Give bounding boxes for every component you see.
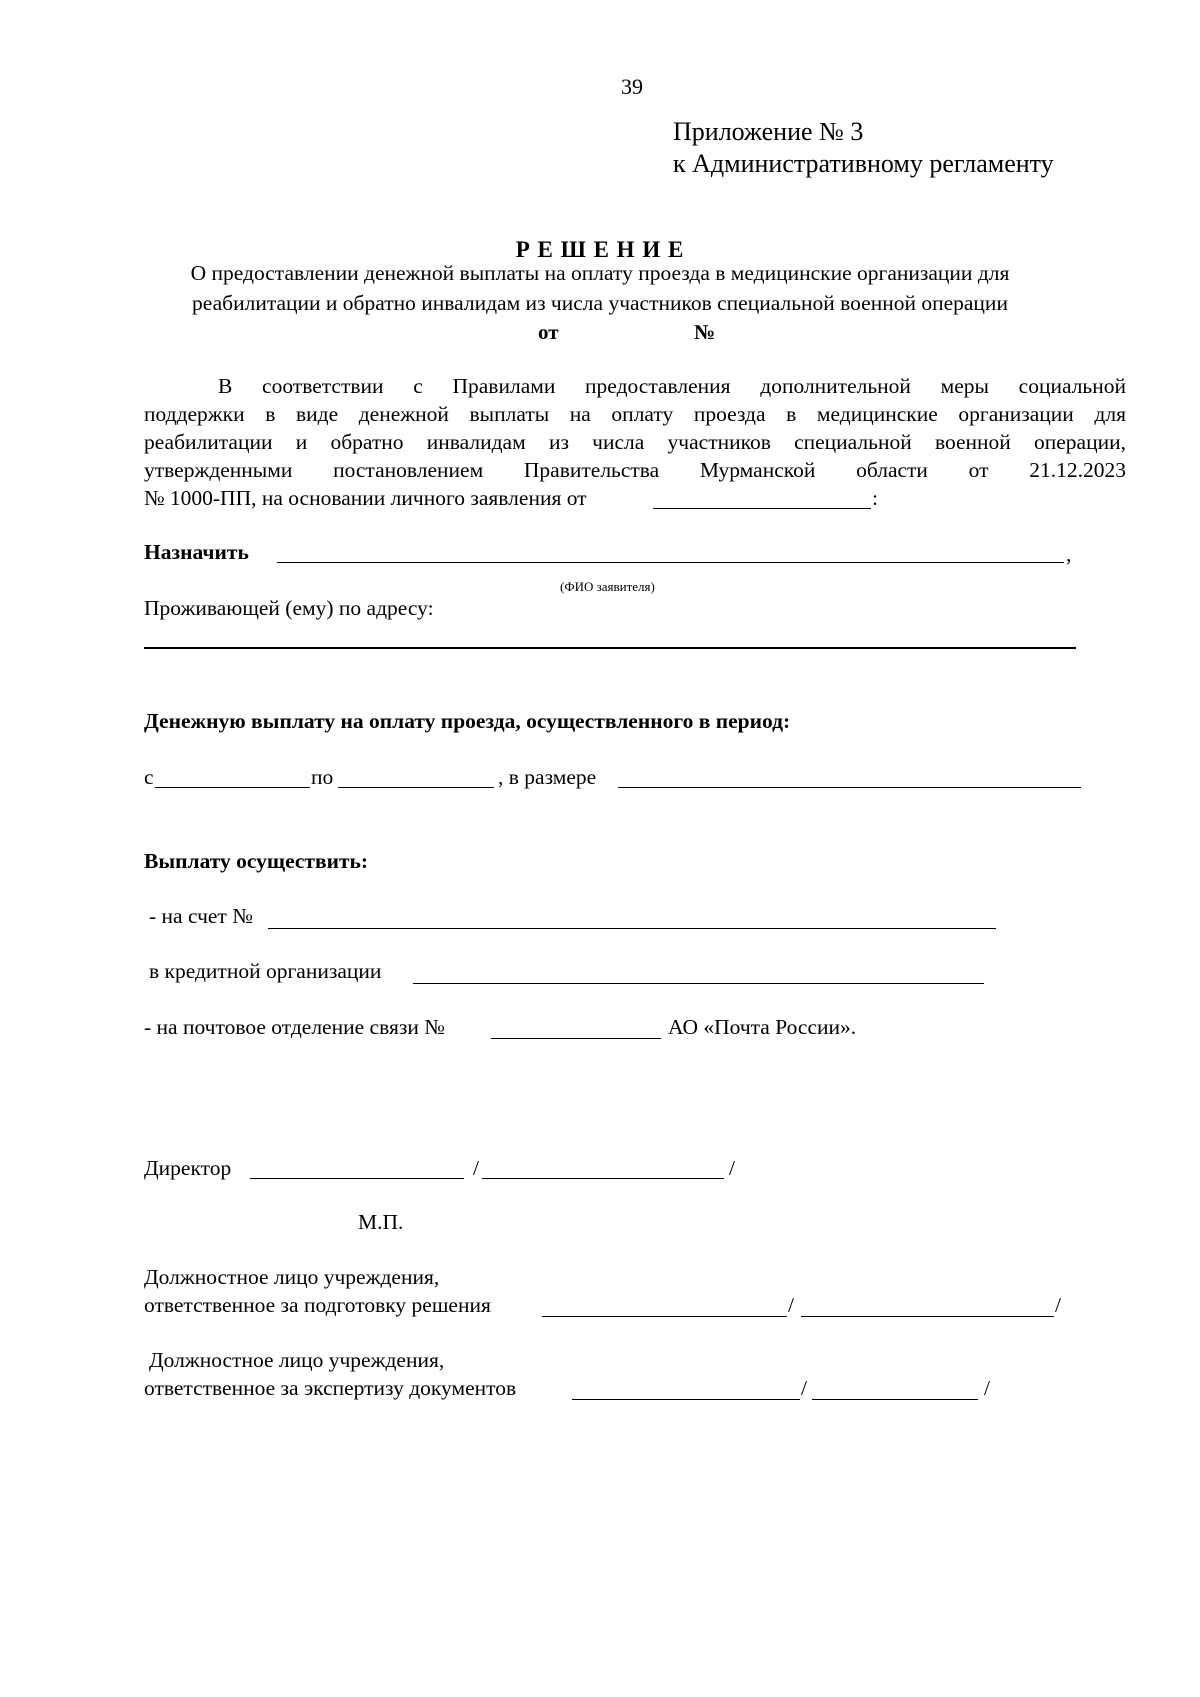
official1-name-field[interactable] (801, 1316, 1054, 1317)
post-office-label: - на почтовое отделение связи № (144, 1015, 445, 1039)
fio-caption: (ФИО заявителя) (560, 579, 655, 594)
official2-slash-2: / (984, 1376, 990, 1400)
payout-heading: Выплату осуществить: (144, 849, 369, 873)
director-slash-1: / (473, 1156, 479, 1180)
bank-label: в кредитной организации (149, 959, 382, 983)
preamble-line4 (144, 460, 1126, 482)
preamble-line1 (218, 376, 1126, 398)
director-name-field[interactable] (482, 1178, 724, 1179)
decision-subtitle-line2: реабилитации и обратно инвалидам из числа участников специальной военной операции (192, 291, 1008, 315)
official1-role: ответственное за подготовку решения (144, 1293, 491, 1317)
preamble-line4-text: утвержденными постановлением Правительства Мурманской области от 21.12.2023 (144, 458, 1126, 482)
official2-slash-1: / (801, 1376, 807, 1400)
official2-title: Должностное лицо учреждения, (149, 1348, 445, 1372)
preamble-line5-colon: : (872, 486, 878, 510)
application-date-field[interactable] (653, 508, 871, 509)
post-office-suffix: АО «Почта России». (668, 1015, 857, 1039)
address-field[interactable] (144, 647, 1076, 649)
applicant-name-field[interactable] (277, 562, 1064, 563)
decision-number-label: № (694, 320, 716, 344)
official1-title: Должностное лицо учреждения, (144, 1265, 440, 1289)
preamble-line3 (144, 432, 1126, 454)
preamble-line1-text: В соответствии с Правилами предоставления дополнительной меры социальной (218, 374, 1126, 398)
period-to-field[interactable] (338, 787, 494, 788)
decision-from-label: от (538, 320, 559, 344)
account-number-field[interactable] (268, 928, 996, 929)
stamp-label: М.П. (358, 1210, 404, 1234)
director-slash-2: / (729, 1156, 735, 1180)
official2-signature-field[interactable] (572, 1399, 800, 1400)
appendix-title: Приложение № 3 (673, 117, 864, 146)
official2-role: ответственное за экспертизу документов (144, 1376, 517, 1400)
decision-subtitle-line1: О предоставлении денежной выплаты на оплату проезда в медицинские организации для (190, 261, 1010, 285)
preamble-line2-text: поддержки в виде денежной выплаты на оплату проезда в медицинские организации для (144, 402, 1126, 426)
preamble-line5: № 1000-ПП, на основании личного заявления от (144, 486, 587, 510)
account-label: - на счет № (149, 904, 253, 928)
post-office-number-field[interactable] (491, 1038, 661, 1039)
preamble-line3-text: реабилитации и обратно инвалидам из числа участников специальной военной операции, (144, 430, 1126, 454)
assign-label: Назначить (144, 540, 249, 564)
preamble-line2 (144, 404, 1126, 426)
official1-signature-field[interactable] (542, 1316, 787, 1317)
amount-label: , в размере (498, 765, 597, 789)
assign-comma: , (1066, 542, 1072, 566)
address-label: Проживающей (ему) по адресу: (144, 596, 434, 620)
official1-slash-1: / (788, 1293, 794, 1317)
amount-field[interactable] (618, 787, 1081, 788)
appendix-subtitle: к Административному регламенту (673, 149, 1054, 178)
period-from-label: с (144, 765, 154, 789)
director-label: Директор (144, 1156, 232, 1180)
payment-period-heading: Денежную выплату на оплату проезда, осуществленного в период: (144, 709, 791, 733)
period-to-label: по (311, 765, 334, 789)
decision-title: Р Е Ш Е Н И Е (515, 237, 685, 262)
official2-name-field[interactable] (812, 1399, 978, 1400)
official1-slash-2: / (1055, 1293, 1061, 1317)
director-signature-field[interactable] (250, 1178, 464, 1179)
bank-name-field[interactable] (413, 983, 984, 984)
period-from-field[interactable] (155, 787, 310, 788)
page-number: 39 (621, 74, 643, 99)
